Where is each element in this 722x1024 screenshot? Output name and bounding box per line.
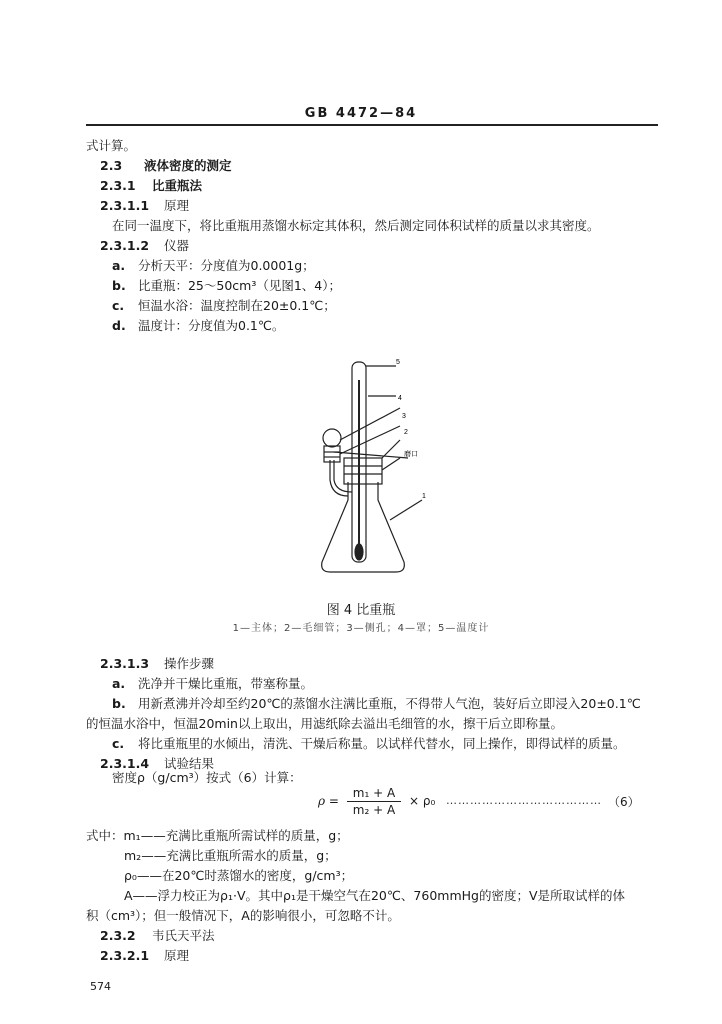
page-header: GB 4472—84 (304, 106, 418, 121)
item-label: d. (112, 318, 126, 333)
item-label: b. (112, 278, 126, 293)
item-label: c. (112, 736, 125, 751)
item-text: 温度计：分度值为0.1℃。 (137, 318, 285, 333)
section-title: 原理 (163, 948, 189, 963)
section-2-3-1 (100, 176, 202, 194)
instrument-d (112, 316, 284, 334)
item-label: b. (112, 696, 126, 711)
item-label: a. (112, 258, 126, 273)
section-title: 原理 (163, 198, 189, 213)
section-number: 2.3.1.4 (100, 756, 150, 771)
figure-label-1: 1 (422, 493, 426, 500)
formula-lhs: ρ = (318, 794, 339, 808)
figure-legend: 1—主体；2—毛细管；3—侧孔；4—罩；5—温度计 (232, 623, 490, 634)
step-a (112, 674, 313, 692)
section-number: 2.3.2.1 (100, 948, 150, 963)
section-2-3-1-1 (100, 196, 189, 214)
item-label: a. (112, 676, 126, 691)
section-number: 2.3.1.2 (100, 238, 150, 253)
density-intro: 密度ρ（g/cm³）按式（6）计算： (112, 770, 302, 785)
section-title: 比重瓶法 (151, 178, 202, 193)
density-formula (318, 786, 435, 817)
instrument-b (112, 276, 341, 294)
principle-paragraph: 在同一温度下，将比重瓶用蒸馏水标定其体积，然后测定同体积试样的质量以求其密度。 (112, 218, 600, 233)
section-number: 2.3 (100, 158, 123, 173)
section-number: 2.3.1.1 (100, 198, 150, 213)
where-m1: 式中：m₁——充满比重瓶所需试样的质量，g； (86, 828, 349, 843)
section-title: 仪器 (163, 238, 189, 253)
item-text: 将比重瓶里的水倾出，清洗、干燥后称量。以试样代替水，同上操作，即得试样的质量。 (137, 736, 626, 751)
instrument-c (112, 296, 336, 314)
page-number: 574 (90, 980, 111, 993)
figure-caption: 图 4 比重瓶 (326, 603, 396, 618)
section-title: 液体密度的测定 (143, 158, 232, 173)
formula-numerator: m₁ + A (347, 786, 401, 802)
item-text: 洗净并干燥比重瓶，带塞称量。 (137, 676, 313, 691)
figure-label-2: 2 (404, 429, 408, 436)
section-2-3-1-3 (100, 654, 214, 672)
item-text: 比重瓶：25～50cm³（见图1、4）； (137, 278, 342, 293)
item-text: 分析天平：分度值为0.0001g； (137, 258, 315, 273)
formula-fraction (347, 786, 401, 817)
section-number: 2.3.2 (100, 928, 136, 943)
step-b (112, 694, 641, 712)
where-A: A——浮力校正为ρ₁·V。其中ρ₁是干燥空气在20℃、760mmHg的密度；V是所取试样的体 (124, 888, 626, 903)
section-2-3-1-2 (100, 236, 189, 254)
step-c (112, 734, 626, 752)
section-2-3-2-1 (100, 946, 189, 964)
figure-label-ground-joint: 磨口 (404, 451, 418, 458)
section-2-3-2 (100, 926, 215, 944)
where-rho0: ρ₀——在20℃时蒸馏水的密度，g/cm³； (124, 868, 354, 883)
item-text: 用新煮沸并冷却至约20℃的蒸馏水注满比重瓶，不得带人气泡，装好后立即浸入20±0.1℃ (137, 696, 641, 711)
item-text: 恒温水浴：温度控制在20±0.1℃； (137, 298, 336, 313)
pycnometer-figure (300, 350, 450, 586)
where-m2: m₂——充满比重瓶所需水的质量，g； (124, 848, 337, 863)
section-title: 操作步骤 (163, 656, 214, 671)
formula-denominator: m₂ + A (352, 803, 396, 817)
formula-leader-dots: ………………………………… (446, 794, 602, 807)
section-2-3 (100, 156, 232, 174)
formula-times: × ρ₀ (409, 794, 436, 808)
section-number: 2.3.1 (100, 178, 136, 193)
equation-number: （6） (608, 795, 640, 809)
section-title: 试验结果 (163, 756, 214, 771)
item-label: c. (112, 298, 125, 313)
section-number: 2.3.1.3 (100, 656, 150, 671)
header-rule (86, 124, 658, 126)
figure-label-5: 5 (396, 359, 400, 366)
step-b-continued: 的恒温水浴中，恒温20min以上取出，用滤纸除去溢出毛细管的水，擦干后立即称量。 (86, 716, 563, 731)
instrument-a (112, 256, 315, 274)
where-A-continued: 积（cm³）；但一般情况下，A的影响很小，可忽略不计。 (86, 908, 400, 923)
figure-label-4: 4 (398, 395, 402, 402)
section-title: 韦氏天平法 (151, 928, 215, 943)
figure-label-3: 3 (402, 413, 406, 420)
continued-text: 式计算。 (86, 138, 137, 153)
